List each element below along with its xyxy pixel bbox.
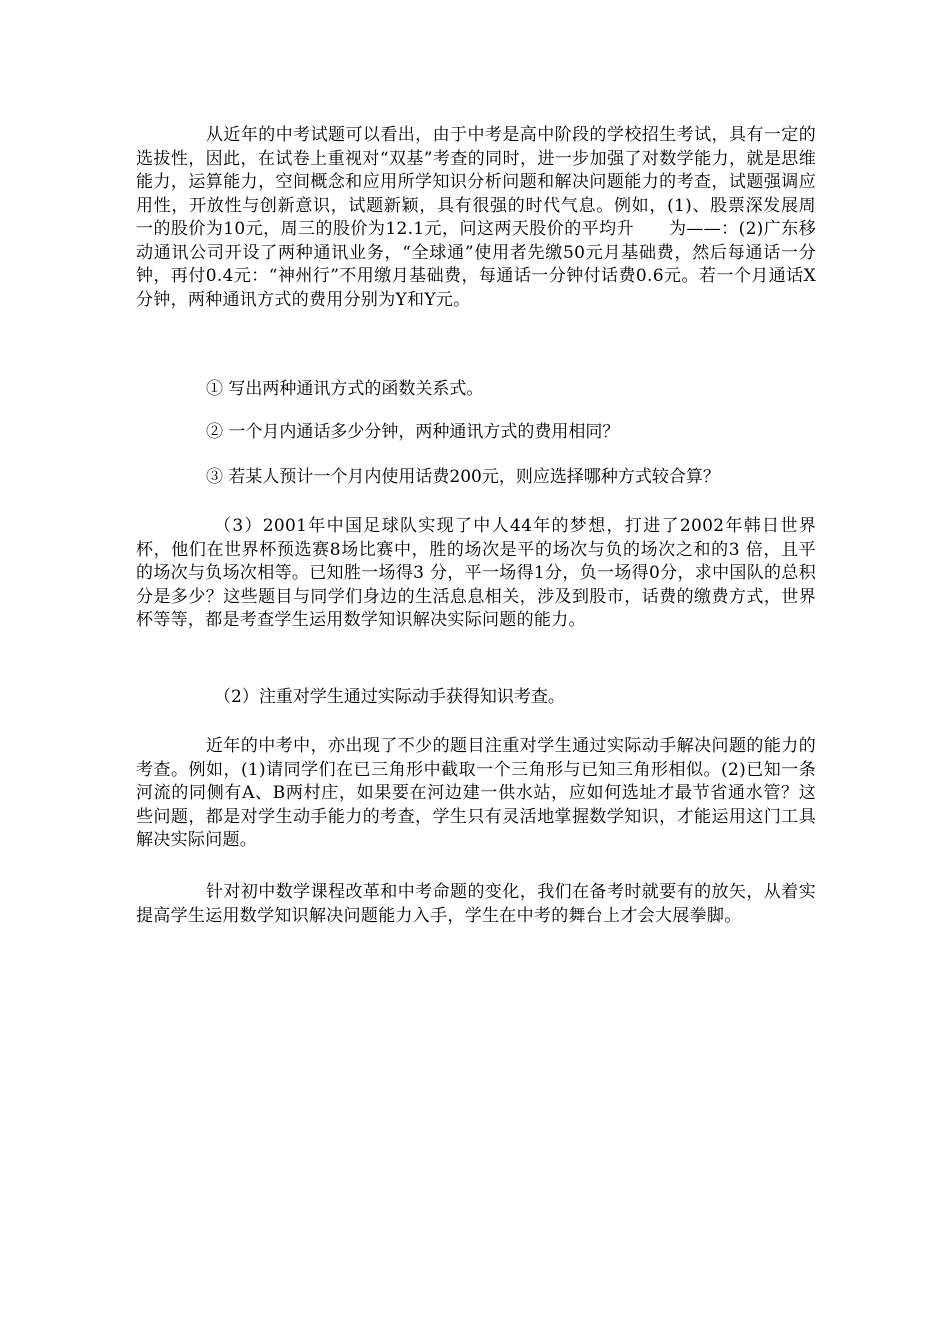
section-heading-2: （2）注重对学生通过实际动手获得知识考查。 bbox=[214, 687, 565, 707]
conclusion-paragraph: 针对初中数学课程改革和中考命题的变化，我们在备考时就要有的放矢，从着实提高学生运用数学知识解决问题能力入手，学生在中考的舞台上才会大展拳脚。 bbox=[136, 882, 816, 926]
hands-on-paragraph: 近年的中考中，亦出现了不少的题目注重对学生通过实际动手解决问题的能力的考查。例如，(1)请同学们在已三角形中截取一个三角形与已知三角形相似。(2)已知一条河流的同侧有A、B两村庄，如果要在河边建一供水站，应如何选址才最节省通水管？这些问题，都是对学生动手能力的考查，学生只有灵活地掌握数学知识，才能运用这门工具解决实际问题。 bbox=[136, 736, 816, 850]
football-paragraph: （3）2001年中国足球队实现了中人44年的梦想，打进了2002年韩日世界杯，他们在世界杯预选赛8场比赛中，胜的场次是平的场次与负的场次之和的3 倍，且平的场次与负场次相等。已知胜一场得3 分，平一场得1分，负一场得0分，求中国队的总积分是多少？这些题目与同学们身边的生活息息相关，涉及到股市，话费的缴费方式，世界杯等等，都是考查学生运用数学知识解决实际问题的能力。 bbox=[136, 516, 816, 630]
question-item-1: ① 写出两种通讯方式的函数关系式。 bbox=[206, 379, 484, 399]
question-item-3: ③ 若某人预计一个月内使用话费200元，则应选择哪种方式较合算？ bbox=[206, 467, 720, 487]
question-item-2: ② 一个月内通话多少分钟，两种通讯方式的费用相同？ bbox=[206, 422, 620, 442]
intro-paragraph: 从近年的中考试题可以看出，由于中考是高中阶段的学校招生考试，具有一定的选拔性，因此，在试卷上重视对“双基”考查的同时，进一步加强了对数学能力，就是思维能力，运算能力，空间概念和应用所学知识分析问题和解决问题能力的考查，试题强调应用性，开放性与创新意识，试题新颖，具有很强的时代气息。例如，(1)、股票深发展周一的股价为10元，周三的股价为12.1元，问这两天股价的平均升 为——：(2)广东移动通讯公司开设了两种通讯业务，“全球通”使用者先缴50元月基础费，然后每通话一分钟，再付0.4元：“神州行”不用缴月基础费，每通话一分钟付话费0.6元。若一个月通话X分钟，两种通讯方式的费用分别为Y和Y元。 bbox=[136, 125, 816, 310]
